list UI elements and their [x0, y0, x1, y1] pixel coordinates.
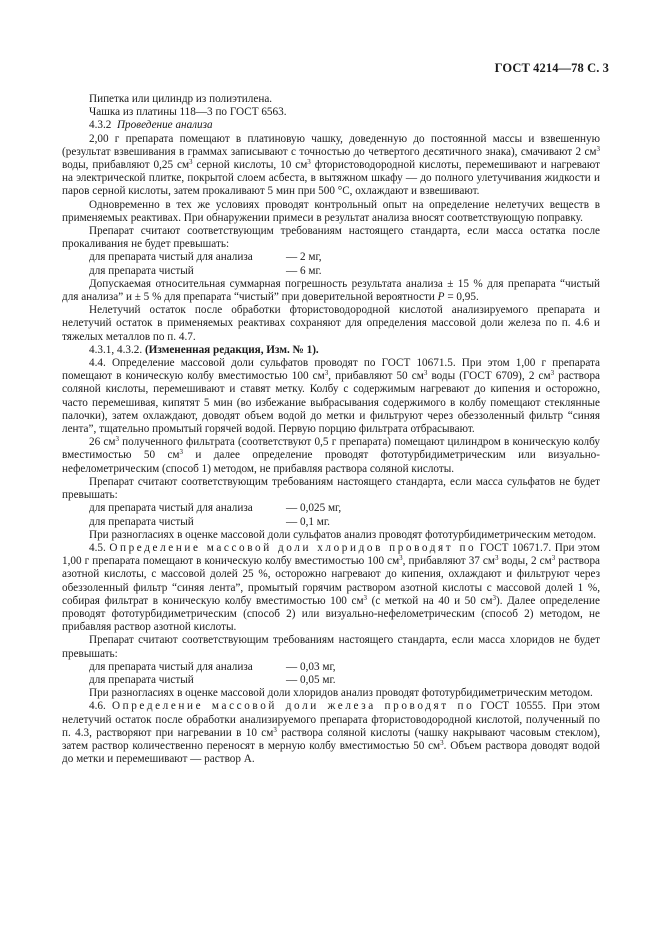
superscript: 3	[596, 144, 600, 153]
superscript: 3	[363, 593, 368, 602]
limit-row	[62, 516, 600, 529]
paragraph-filtrate	[62, 436, 600, 476]
text-span: (с меткой на 40 и 50 см	[367, 594, 493, 607]
limit-value: — 0,1 мг.	[286, 515, 330, 528]
equipment-line-dish: Чашка из платины 118—3 по ГОСТ 6563.	[89, 106, 287, 119]
paragraph-residue: Нелетучий остаток после обработки фтористоводородной кислотой анализируемого препарата и нелетучий остаток в применяемых реактивах сохраняют для определения массовой доли железа по п. 4.6 и тяжелых металлов по п. 4.7.	[62, 304, 600, 343]
paragraph-control: Одновременно в тех же условиях проводят контрольный опыт на определение нелетучих веществ в применяемых реактивах. При обнаружении примеси в результат анализа вносят соответствующую поправку.	[62, 198, 600, 224]
text-span: фтористоводородной кислоты, перемешивают и нагревают на электрической плитке, покрытой слоем асбеста, в вытяжном шкафу — до полного улетучивания жидкости и паров серной кислоты, затем прокаливают 5 мин при 500 °С, охлаждают и взвешивают.	[62, 159, 600, 198]
text-span: раствора азотной кислоты, с массовой долей 25 %, осторожно нагревают до кипения, охлаждают и фильтруют через обеззоленный фильтр “синяя лента”, промытый горячим раствором азотной кислоты с массовой долей 1 %, собирая фильтрат в коническую колбу вместимостью 100 см	[62, 555, 601, 607]
limit-label: для препарата чистый	[89, 515, 194, 528]
text-span: 4.4. Определение массовой доли сульфатов проводят по ГОСТ 10671.5. При этом 1,00 г препарата помещают в коническую колбу вместимостью 100 см	[62, 357, 600, 383]
text-span: 2,00 г препарата помещают в платиновую чашку, доведенную до постоянной массы и взвешенную (результат взвешивания в граммах записывают с точностью до четвертого десятичного знака), смачивают 2 см	[62, 132, 600, 158]
text-span: ГОСТ 10671.7. При этом 1,00 г препарата помещают в коническую колбу вместимостью 100 см	[62, 541, 600, 568]
superscript: 3	[492, 593, 496, 602]
section-number: 4.3.2	[89, 119, 112, 132]
superscript: 3	[307, 158, 311, 167]
superscript: 3	[273, 725, 277, 734]
paragraph-chloride-requirement: Препарат считают соответствующим требованиям настоящего стандарта, если масса хлоридов не будет превышать:	[62, 634, 600, 660]
section-title: Проведение анализа	[116, 119, 213, 132]
paragraph-sulfate-dispute: При разногласиях в оценке массовой доли сульфатов анализ проводят фототурбидиметрическим методом.	[89, 528, 597, 541]
paragraph-chloride-dispute: При разногласиях в оценке массовой доли хлоридов анализ проводят фототурбидиметрическим методом.	[89, 687, 593, 700]
superscript: 3	[550, 369, 555, 378]
limit-label: для препарата чистый для анализа	[89, 251, 253, 264]
superscript: 3	[189, 158, 193, 167]
superscript: 3	[179, 448, 183, 457]
text-span: раствора соляной кислоты, перемешивают и ставят метку. Колбу с содержимым нагревают до кипения и осторожно, часто перемешивая, кипятят 5 мин (во избежание выбрасывания содержимого в колбу помещают стеклянные палочки), затем охлаждают, доводят объем водой до метки и фильтруют через обеззоленный фильтр “синяя лента”, тщательно промытый горячей водой. Первую порцию фильтрата отбрасывают.	[62, 370, 601, 436]
paragraph-error	[62, 278, 600, 304]
text-span: 26 см	[89, 436, 116, 449]
text-span: ). Далее определение проводят фототурбидиметрическим (способ 2) или визуально-нефелометрическим (способ 2) методом, не прибавляя раствор азотной кислоты.	[62, 594, 601, 634]
page-header: ГОСТ 4214—78 С. 3	[494, 61, 609, 75]
text-span: 4.3.1, 4.3.2.	[89, 343, 145, 356]
limit-label: для препарата чистый для анализа	[89, 502, 253, 515]
paragraph-procedure	[62, 133, 600, 199]
text-span: воды, 2 см	[498, 555, 552, 568]
superscript: 3	[115, 435, 119, 444]
superscript: 3	[494, 554, 499, 563]
limit-label: для препарата чистый	[89, 673, 194, 686]
spaced-heading: Определение массовой доли железа проводят по	[111, 700, 475, 713]
paragraph-4-6	[62, 700, 600, 766]
text-span: и далее определение проводят фототурбидиметрическим или визуально-нефелометрическим (способ 1) методом, не прибавляя раствора соляной кислоты.	[62, 449, 600, 475]
equipment-line-pipette: Пипетка или цилиндр из полиэтилена.	[89, 93, 273, 105]
limit-row	[62, 251, 600, 264]
limit-row	[62, 265, 600, 278]
limit-label: для препарата чистый	[89, 264, 194, 277]
text-span: воды (ГОСТ 6709), 2 см	[427, 370, 551, 383]
text-span: полученного фильтрата (соответствуют 0,5 г препарата) помещают цилиндром в коническую колбу вместимостью 50 см	[62, 436, 600, 462]
text-span: Допускаемая относительная суммарная погрешность результата анализа ± 15 % для препарата “чистый для анализа” и ± 5 % для препарата “чистый” при доверительной вероятности	[62, 277, 600, 304]
text-span: , прибавляют 37 см	[402, 555, 495, 568]
superscript: 3	[423, 369, 428, 378]
limit-value: — 6 мг.	[286, 264, 322, 277]
text-span: . Объем раствора доводят водой до метки и перемешивают — раствор А.	[62, 739, 600, 766]
spaced-heading: Определение массовой доли хлоридов проводят по	[109, 541, 477, 554]
limit-value: — 0,05 мг.	[286, 673, 336, 686]
edition-note	[62, 344, 600, 357]
limit-row	[62, 674, 600, 687]
document-body	[62, 93, 600, 766]
text-span: , прибавляют 50 см	[328, 370, 424, 383]
text-span: Р	[437, 291, 445, 304]
superscript: 3	[551, 554, 556, 563]
paragraph-requirement: Препарат считают соответствующим требованиям настоящего стандарта, если масса остатка после прокаливания не будет превышать:	[62, 225, 600, 251]
text-span: серной кислоты, 10 см	[192, 159, 308, 172]
superscript: 3	[324, 369, 329, 378]
section-heading-4-3-2	[62, 119, 600, 132]
limit-row	[62, 502, 600, 515]
text-span: (Измененная редакция, Изм. № 1).	[144, 343, 319, 356]
text-span: ГОСТ 10555. При этом нелетучий остаток после обработки анализируемого препарата фтористоводородной кислотой, полученный по п. 4.3, растворяют при нагревании в 10 см	[62, 700, 601, 739]
superscript: 3	[399, 554, 403, 563]
superscript: 3	[440, 738, 444, 747]
text-span: = 0,95.	[444, 291, 479, 304]
limit-value: — 2 мг,	[286, 251, 322, 264]
text-span: 4.6.	[89, 700, 112, 713]
limit-label: для препарата чистый для анализа	[89, 660, 253, 673]
text-span: раствора соляной кислоты (чашку накрывают часовым стеклом), затем раствор количественно переносят в мерную колбу вместимостью 50 см	[62, 726, 600, 752]
text-span: воды, прибавляют 0,25 см	[62, 159, 190, 172]
paragraph-4-4	[62, 357, 600, 436]
limit-value: — 0,03 мг,	[286, 660, 336, 673]
limit-row	[62, 661, 600, 674]
text-span: 4.5.	[89, 541, 110, 554]
paragraph-4-5	[62, 542, 600, 634]
paragraph-sulfate-requirement: Препарат считают соответствующим требованиям настоящего стандарта, если масса сульфатов не будет превышать:	[62, 475, 600, 502]
limit-value: — 0,025 мг,	[286, 502, 342, 515]
